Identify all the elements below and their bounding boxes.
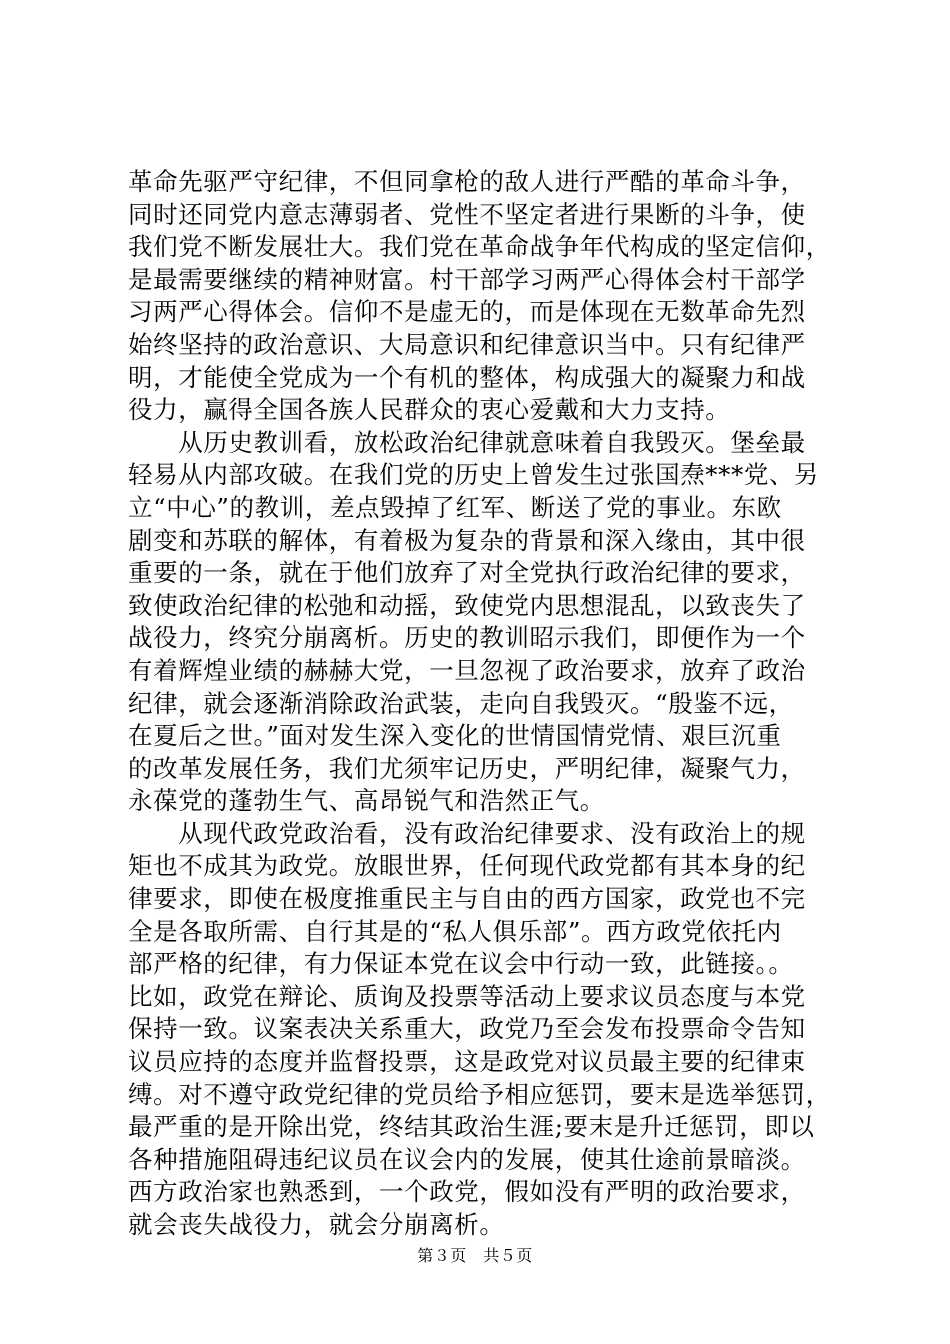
text-line: 律要求，即使在极度推重民主与自由的西方国家，政党也不完 [128,884,806,914]
text-line: 从现代政党政治看，没有政治纪律要求、没有政治上的规 [128,818,806,848]
text-line: 在夏后之世。”面对发生深入变化的世情国情党情、艰巨沉重 [128,721,782,751]
body-text [128,166,848,1242]
text-line: 矩也不成其为政党。放眼世界，任何现代政党都有其本身的纪 [128,851,806,881]
text-line: 有着辉煌业绩的赫赫大党，一旦忽视了政治要求，放弃了政治 [128,655,806,685]
text-line: 立“中心”的教训，差点毁掉了红军、断送了党的事业。东欧 [128,492,782,522]
page-number-footer: 第３页 共５页 [417,1246,533,1265]
text-line: 役力，赢得全国各族人民群众的衷心爱戴和大力支持。 [128,395,731,425]
text-line: 缚。对不遵守政党纪律的党员给予相应惩罚，要末是选举惩罚， [128,1079,831,1109]
text-line: 致使政治纪律的松弛和动摇，致使党内思想混乱，以致丧失了 [128,590,806,620]
text-line: 各种措施阻碍违纪议员在议会内的发展，使其仕途前景暗淡。 [128,1144,806,1174]
paragraph-2 [128,427,848,818]
paragraph-3 [128,818,848,1242]
text-line: 议员应持的态度并监督投票，这是政党对议员最主要的纪律束 [128,1047,806,1077]
text-line: 从历史教训看，放松政治纪律就意味着自我毁灭。堡垒最 [128,427,806,457]
text-line: 我们党不断发展壮大。我们党在革命战争年代构成的坚定信仰， [128,232,831,262]
text-line: 的改革发展任务，我们尤须牢记历史，严明纪律，凝聚气力， [128,753,806,783]
text-line: 剧变和苏联的解体，有着极为复杂的背景和深入缘由，其中很 [128,525,806,555]
text-line: 就会丧失战役力，就会分崩离析。 [128,1210,505,1239]
paragraph-1 [128,166,848,427]
text-line: 革命先驱严守纪律，不但同拿枪的敌人进行严酷的革命斗争， [128,167,806,196]
text-line: 重要的一条，就在于他们放弃了对全党执行政治纪律的要求， [128,558,806,588]
text-line: 轻易从内部攻破。在我们党的历史上曾发生过张国焘***党、另 [128,460,820,490]
text-line: 明，才能使全党成为一个有机的整体，构成强大的凝聚力和战 [128,362,806,392]
text-line: 比如，政党在辩论、质询及投票等活动上要求议员态度与本党 [128,981,806,1011]
text-line: 纪律，就会逐渐消除政治武装，走向自我毁灭。“殷鉴不远， [128,688,794,718]
text-line: 是最需要继续的精神财富。村干部学习两严心得体会村干部学 [128,264,806,294]
text-line: 最严重的是开除出党，终结其政治生涯;要末是升迁惩罚，即以 [128,1112,815,1142]
text-line: 全是各取所需、自行其是的“私人俱乐部”。西方政党依托内 [128,916,782,946]
text-line: 同时还同党内意志薄弱者、党性不坚定者进行果断的斗争，使 [128,199,806,229]
text-line: 部严格的纪律，有力保证本党在议会中行动一致，此链接。。 [128,949,794,979]
text-line: 保持一致。议案表决关系重大，政党乃至会发布投票命令告知 [128,1014,806,1044]
text-line: 始终坚持的政治意识、大局意识和纪律意识当中。只有纪律严 [128,329,806,359]
text-line: 战役力，终究分崩离析。历史的教训昭示我们，即便作为一个 [128,623,806,653]
text-line: 永葆党的蓬勃生气、高昂锐气和浩然正气。 [128,786,605,816]
text-line: 西方政治家也熟悉到，一个政党，假如没有严明的政治要求， [128,1177,806,1207]
text-line: 习两严心得体会。信仰不是虚无的，而是体现在无数革命先烈 [128,297,806,327]
